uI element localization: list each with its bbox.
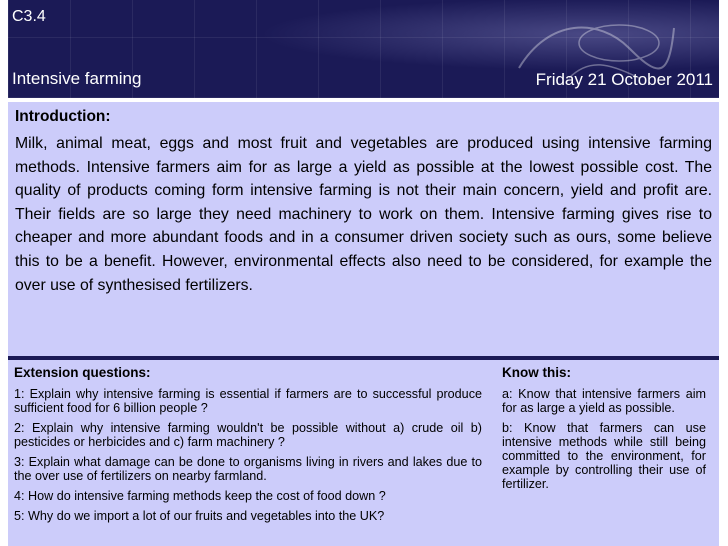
lesson-date: Friday 21 October 2011	[535, 70, 713, 89]
question-item: 3: Explain what damage can be done to organisms living in rivers and lakes due to the over use of fertilizers on nearby farmland.	[14, 455, 482, 483]
lesson-title: Intensive farming	[12, 69, 142, 88]
know-this-heading: Know this:	[502, 365, 571, 380]
question-item: 4: How do intensive farming methods keep the cost of food down ?	[14, 489, 386, 503]
question-item: 2: Explain why intensive farming wouldn't be possible without a) crude oil b) pesticides or herbicides and c) farm machinery ?	[14, 421, 482, 449]
know-this-item: b: Know that farmers can use intensive methods while still being committed to the environment, for example by controlling their use of fertilizer.	[502, 421, 706, 491]
extension-panel	[8, 360, 719, 546]
introduction-heading: Introduction:	[15, 108, 111, 125]
title-banner	[8, 0, 719, 98]
know-this-box	[502, 366, 706, 497]
know-this-item: a: Know that intensive farmers aim for as large a yield as possible.	[502, 387, 706, 415]
question-item: 1: Explain why intensive farming is essential if farmers are to successful produce sufficient food for 6 billion people ?	[14, 387, 482, 415]
introduction-text: Milk, animal meat, eggs and most fruit and vegetables are produced using intensive farming methods. Intensive farmers aim for as large a yield as possible at the lowest possible cost. The quality of products coming form intensive farming is not their main concern, yield and profit are. Their fields are so large they need machinery to work on them. Intensive farming gives rise to cheaper and more abundant foods and in a consumer driven society such as ours, some believe this to be a benefit. However, environmental effects also need to be considered, for example the over use of synthesised fertilizers.	[15, 135, 712, 294]
question-item: 5: Why do we import a lot of our fruits and vegetables into the UK?	[14, 509, 385, 523]
introduction-panel	[8, 102, 719, 356]
extension-questions	[14, 366, 482, 529]
lesson-code: C3.4	[12, 8, 46, 25]
extension-heading: Extension questions:	[14, 365, 151, 380]
